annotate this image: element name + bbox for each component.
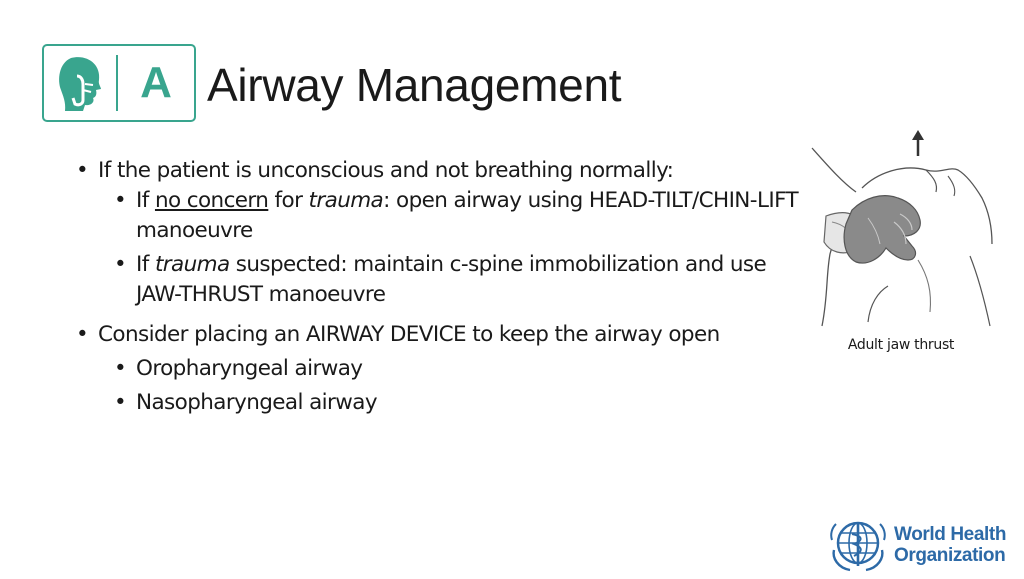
bullet-nasopharyngeal <box>114 388 806 418</box>
bullet-trauma-suspected <box>114 250 806 310</box>
figure-caption: Adult jaw thrust <box>847 337 955 353</box>
bullet-text-rest: suspected: maintain c-spine immobilization and use JAW-THRUST manoeuvre <box>136 252 767 307</box>
who-name-line2: Organization <box>894 545 1006 566</box>
bullet-text-if: If <box>136 252 155 277</box>
bullet-text: Oropharyngeal airway <box>136 356 363 381</box>
bullet-text-for: for <box>268 188 309 213</box>
underlined-no-concern: no concern <box>154 188 269 213</box>
bullet-list <box>76 156 806 418</box>
italic-trauma: trauma <box>308 188 384 213</box>
jaw-thrust-illustration <box>808 126 994 330</box>
bullet-oropharyngeal <box>114 354 806 384</box>
bullet-no-trauma <box>114 186 806 246</box>
bullet-unconscious <box>76 156 806 186</box>
bullet-text: If the patient is unconscious and not breathing normally: <box>98 158 674 183</box>
bullet-text: Nasopharyngeal airway <box>136 390 377 415</box>
logo-letter: A <box>140 58 172 107</box>
bullet-text-if: If <box>136 188 155 213</box>
italic-trauma: trauma <box>154 252 230 277</box>
page-title: Airway Management <box>207 59 622 111</box>
bullet-text-rest: : open airway using HEAD-TILT/CHIN-LIFT manoeuvre <box>136 188 798 243</box>
head-airway-icon <box>44 46 116 120</box>
who-logo <box>828 516 1018 574</box>
who-name-line1: World Health <box>894 524 1007 545</box>
bullet-airway-device <box>76 320 806 350</box>
airway-logo <box>42 44 196 122</box>
bullet-text: Consider placing an AIRWAY DEVICE to keep the airway open <box>98 322 720 347</box>
who-emblem-icon <box>828 516 888 574</box>
who-name <box>894 524 1006 566</box>
